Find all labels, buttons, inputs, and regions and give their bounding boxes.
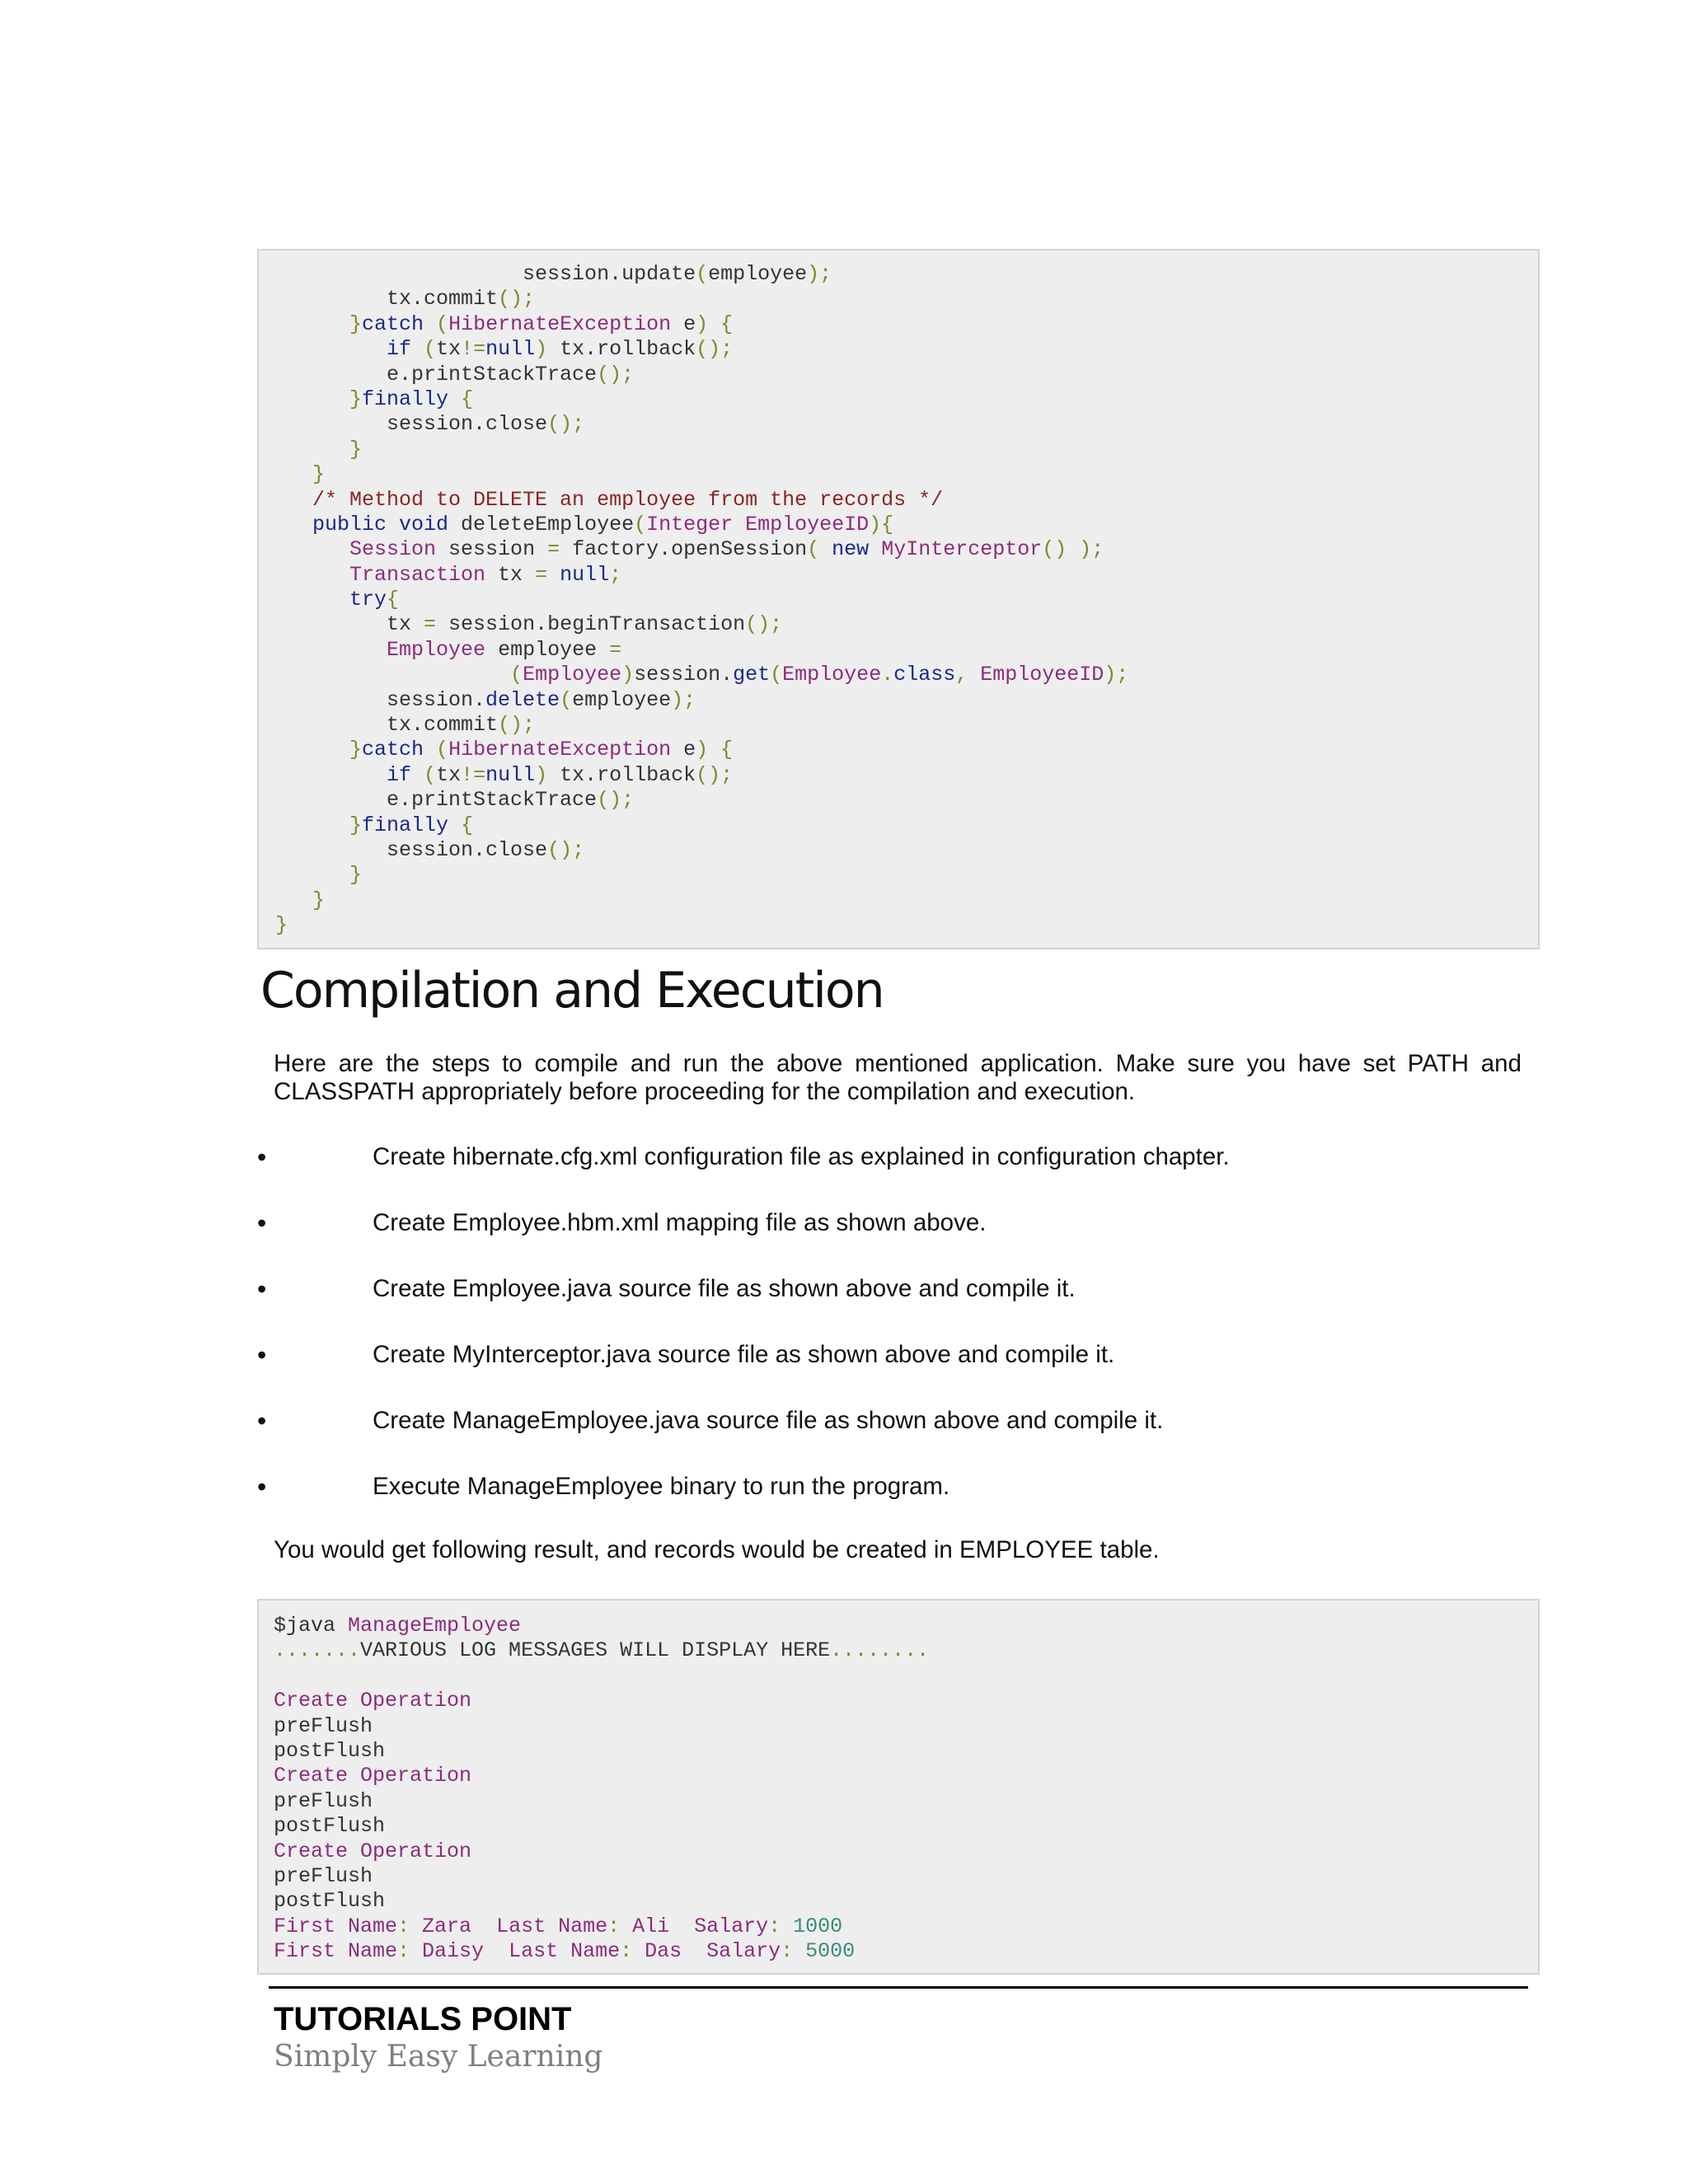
code-token: } bbox=[349, 813, 363, 837]
code-token: = bbox=[547, 537, 560, 562]
code-token bbox=[275, 588, 349, 612]
code-line bbox=[275, 312, 1538, 337]
code-token: Integer EmployeeID bbox=[646, 512, 870, 537]
code-token: ); bbox=[1104, 663, 1129, 687]
code-token bbox=[275, 863, 349, 887]
code-token: 5000 bbox=[793, 1939, 856, 1964]
code-line bbox=[274, 1764, 1538, 1788]
code-token: ( bbox=[770, 663, 783, 687]
code-token: (); bbox=[547, 837, 585, 862]
code-token: employee bbox=[485, 637, 610, 662]
code-token: VARIOUS LOG MESSAGES WILL DISPLAY HERE bbox=[360, 1638, 831, 1663]
code-line bbox=[274, 1614, 1538, 1638]
code-token bbox=[275, 888, 312, 912]
code-token: ( bbox=[807, 537, 820, 562]
code-token: Employee bbox=[523, 663, 622, 687]
code-token: e bbox=[671, 738, 696, 762]
code-line bbox=[275, 488, 1538, 513]
code-token: ( bbox=[560, 687, 573, 712]
step-text: Create Employee.java source file as shown above and compile it. bbox=[373, 1275, 1076, 1302]
footer-tagline: Simply Easy Learning bbox=[274, 2040, 603, 2074]
code-token: session.update bbox=[275, 262, 696, 286]
step-text: Create Employee.hbm.xml mapping file as shown above. bbox=[373, 1209, 987, 1236]
code-token: employee bbox=[572, 687, 672, 712]
code-line bbox=[275, 738, 1538, 762]
code-token: tx.rollback bbox=[547, 762, 696, 787]
code-token: /* Method to DELETE an employee from the records */ bbox=[275, 487, 944, 512]
code-token: session.close bbox=[275, 412, 548, 437]
code-line bbox=[275, 412, 1538, 437]
footer-divider bbox=[269, 1986, 1528, 1989]
code-token: new bbox=[819, 537, 870, 562]
code-token: Ali Salary bbox=[620, 1914, 769, 1938]
code-line bbox=[275, 838, 1538, 863]
code-token: Employee bbox=[782, 663, 882, 687]
code-line bbox=[275, 588, 1538, 612]
code-token: ........ bbox=[830, 1638, 930, 1663]
code-token bbox=[275, 738, 349, 762]
code-line bbox=[275, 363, 1538, 387]
code-token: = bbox=[424, 612, 437, 637]
code-token: e.printStackTrace bbox=[275, 362, 598, 387]
result-intro-paragraph: You would get following result, and records would be created in EMPLOYEE table. bbox=[274, 1536, 1160, 1563]
code-token: { bbox=[387, 588, 400, 612]
code-line bbox=[275, 262, 1538, 287]
code-line bbox=[275, 563, 1538, 588]
code-line bbox=[275, 788, 1538, 813]
code-token: ( bbox=[411, 762, 437, 787]
code-token: session. bbox=[634, 663, 734, 687]
code-line bbox=[275, 387, 1538, 412]
code-token: (); bbox=[547, 412, 585, 437]
code-token: ); bbox=[807, 262, 832, 286]
code-token: ); bbox=[1067, 537, 1104, 562]
code-token: if bbox=[387, 762, 412, 787]
bullet-icon: • bbox=[257, 1142, 267, 1172]
code-token bbox=[275, 462, 312, 486]
code-line bbox=[275, 513, 1538, 537]
code-token bbox=[275, 763, 387, 787]
list-item bbox=[257, 1404, 1543, 1470]
code-token: : bbox=[620, 1939, 633, 1964]
code-line bbox=[275, 813, 1538, 838]
code-token: != bbox=[461, 337, 486, 362]
list-item bbox=[257, 1207, 1543, 1272]
code-token: (); bbox=[696, 337, 734, 362]
code-token: preFlush bbox=[274, 1863, 373, 1888]
code-token: session.close bbox=[275, 837, 548, 862]
code-token bbox=[275, 387, 349, 411]
list-item bbox=[257, 1338, 1543, 1404]
code-token: tx.commit bbox=[275, 287, 499, 312]
code-token: Session bbox=[349, 537, 437, 562]
code-token: employee bbox=[708, 262, 808, 286]
code-token: e.printStackTrace bbox=[275, 788, 598, 813]
code-token: if bbox=[387, 337, 412, 362]
code-token: } bbox=[312, 462, 326, 487]
code-token: finally bbox=[362, 387, 449, 411]
code-token: ( bbox=[424, 738, 449, 762]
code-line bbox=[274, 1714, 1538, 1739]
code-token: . bbox=[881, 663, 894, 687]
bullet-icon: • bbox=[257, 1340, 267, 1370]
code-token: get bbox=[733, 663, 771, 687]
code-line bbox=[274, 1689, 1538, 1713]
code-token: { bbox=[448, 813, 474, 837]
code-line bbox=[275, 638, 1538, 663]
code-block-output bbox=[257, 1599, 1540, 1975]
code-token: Create Operation bbox=[274, 1689, 472, 1713]
code-token: , bbox=[955, 663, 968, 687]
code-token bbox=[275, 638, 387, 662]
code-token bbox=[275, 337, 387, 361]
code-line bbox=[274, 1915, 1538, 1939]
code-token: = bbox=[535, 562, 548, 587]
code-token: null bbox=[485, 337, 536, 362]
code-token: tx bbox=[275, 612, 424, 637]
code-token bbox=[275, 513, 312, 537]
code-token: } bbox=[349, 863, 363, 888]
step-text: Create ManageEmployee.java source file as shown above and compile it. bbox=[373, 1407, 1164, 1434]
code-token: public void bbox=[312, 512, 449, 537]
code-token: { bbox=[708, 738, 734, 762]
step-text: Execute ManageEmployee binary to run the program. bbox=[373, 1473, 950, 1500]
intro-paragraph: Here are the steps to compile and run the above mentioned application. Make sure you have set PATH and CLASSPATH appropriately before proceeding for the compilation and execution. bbox=[274, 1050, 1522, 1105]
code-token: ) bbox=[696, 312, 709, 336]
bullet-icon: • bbox=[257, 1274, 267, 1304]
code-line bbox=[275, 663, 1538, 687]
code-token: try bbox=[349, 588, 387, 612]
footer-brand: TUTORIALS POINT bbox=[274, 2001, 572, 2037]
code-token: tx bbox=[485, 562, 536, 587]
code-token: First Name bbox=[274, 1914, 398, 1938]
code-token: (); bbox=[745, 612, 783, 637]
code-token: factory.openSession bbox=[560, 537, 808, 562]
code-token: ) bbox=[535, 762, 548, 787]
code-token: tx.commit bbox=[275, 713, 499, 738]
code-token: tx bbox=[436, 762, 462, 787]
code-token: session. bbox=[275, 687, 486, 712]
code-token: ); bbox=[671, 687, 696, 712]
code-token: ){ bbox=[869, 512, 894, 537]
code-token: (); bbox=[498, 713, 536, 738]
code-token: = bbox=[609, 637, 622, 662]
code-token: EmployeeID bbox=[968, 663, 1104, 687]
code-token bbox=[275, 663, 510, 687]
code-token: } bbox=[312, 888, 326, 912]
code-line bbox=[275, 337, 1538, 362]
code-token: (); bbox=[597, 362, 635, 387]
code-token: session.beginTransaction bbox=[436, 612, 746, 637]
code-token: Create Operation bbox=[274, 1764, 472, 1788]
code-token: preFlush bbox=[274, 1788, 373, 1813]
bullet-icon: • bbox=[257, 1472, 267, 1502]
code-token: } bbox=[349, 437, 363, 462]
code-token: tx.rollback bbox=[547, 337, 696, 362]
code-token: postFlush bbox=[274, 1889, 386, 1914]
code-line bbox=[274, 1840, 1538, 1864]
code-line bbox=[275, 287, 1538, 312]
code-token: ) bbox=[535, 337, 548, 362]
code-line bbox=[274, 1889, 1538, 1914]
code-line bbox=[275, 713, 1538, 738]
code-token: } bbox=[349, 312, 363, 336]
code-token: ) bbox=[621, 663, 635, 687]
code-line bbox=[275, 913, 1538, 938]
code-token: ( bbox=[510, 663, 523, 687]
code-token: ) bbox=[696, 738, 709, 762]
code-token: : bbox=[397, 1914, 410, 1938]
code-line bbox=[274, 1664, 1538, 1689]
code-token: HibernateException bbox=[448, 312, 672, 336]
code-token: MyInterceptor bbox=[869, 537, 1043, 562]
code-line bbox=[274, 1864, 1538, 1889]
code-token: preFlush bbox=[274, 1713, 373, 1738]
code-line bbox=[274, 1789, 1538, 1814]
code-token: catch bbox=[362, 312, 424, 336]
code-line bbox=[274, 1638, 1538, 1663]
code-token: (); bbox=[597, 788, 635, 813]
code-token: } bbox=[349, 738, 363, 762]
list-item bbox=[257, 1470, 1543, 1536]
code-token: } bbox=[349, 387, 363, 411]
code-token: () bbox=[1042, 537, 1067, 562]
code-token: e bbox=[671, 312, 696, 336]
code-token: session bbox=[436, 537, 548, 562]
code-token: Create Operation bbox=[274, 1839, 472, 1863]
code-token: 1000 bbox=[781, 1914, 843, 1938]
code-line bbox=[275, 438, 1538, 462]
code-token: null bbox=[547, 562, 610, 587]
code-token: ....... bbox=[274, 1638, 361, 1663]
code-token: postFlush bbox=[274, 1814, 386, 1839]
code-token: Zara Last Name bbox=[410, 1914, 608, 1938]
code-token: { bbox=[708, 312, 734, 336]
step-text: Create hibernate.cfg.xml configuration file as explained in configuration chapter. bbox=[373, 1143, 1230, 1170]
step-text: Create MyInterceptor.java source file as shown above and compile it. bbox=[373, 1341, 1115, 1368]
code-token: : bbox=[607, 1914, 621, 1938]
code-token: First Name bbox=[274, 1939, 398, 1964]
code-token: postFlush bbox=[274, 1738, 386, 1763]
code-line bbox=[275, 612, 1538, 637]
code-token: ( bbox=[696, 262, 709, 286]
section-heading: Compilation and Execution bbox=[260, 962, 884, 1019]
code-token: finally bbox=[362, 813, 449, 837]
code-line bbox=[275, 537, 1538, 562]
code-token: ManageEmployee bbox=[348, 1614, 522, 1638]
code-token bbox=[275, 438, 349, 462]
code-token bbox=[275, 813, 349, 837]
code-token: ( bbox=[424, 312, 449, 336]
code-token: $java bbox=[274, 1614, 349, 1638]
steps-list bbox=[257, 1141, 1543, 1536]
bullet-icon: • bbox=[257, 1208, 267, 1238]
code-token: Daisy Last Name bbox=[410, 1939, 621, 1964]
code-token: : bbox=[397, 1939, 410, 1964]
code-token: null bbox=[485, 762, 536, 787]
code-token: ( bbox=[411, 337, 437, 362]
bullet-icon: • bbox=[257, 1406, 267, 1436]
code-line bbox=[274, 1939, 1538, 1964]
code-line bbox=[274, 1739, 1538, 1764]
code-token: deleteEmployee bbox=[448, 512, 635, 537]
code-token: (); bbox=[696, 762, 734, 787]
code-token: : bbox=[781, 1939, 794, 1964]
code-line bbox=[275, 863, 1538, 888]
code-token: : bbox=[768, 1914, 781, 1938]
code-token: delete bbox=[485, 687, 560, 712]
code-line bbox=[275, 462, 1538, 487]
code-token bbox=[275, 563, 349, 587]
code-token bbox=[275, 537, 349, 561]
code-token: { bbox=[448, 387, 474, 411]
code-token: Das Salary bbox=[632, 1939, 781, 1964]
code-line bbox=[275, 763, 1538, 788]
code-line bbox=[274, 1814, 1538, 1839]
code-token: ; bbox=[609, 562, 622, 587]
code-token: class bbox=[893, 663, 956, 687]
code-token: catch bbox=[362, 738, 424, 762]
code-token: tx bbox=[436, 337, 462, 362]
list-item bbox=[257, 1141, 1543, 1207]
code-token: Employee bbox=[387, 637, 486, 662]
code-line bbox=[275, 888, 1538, 913]
code-token: } bbox=[275, 913, 288, 938]
list-item bbox=[257, 1272, 1543, 1338]
code-token bbox=[275, 312, 349, 336]
code-token: != bbox=[461, 762, 486, 787]
code-token: (); bbox=[498, 287, 536, 312]
code-line bbox=[275, 688, 1538, 713]
code-block-delete-employee bbox=[257, 249, 1540, 949]
code-token: HibernateException bbox=[448, 738, 672, 762]
code-token: ( bbox=[634, 512, 647, 537]
code-token: Transaction bbox=[349, 562, 486, 587]
